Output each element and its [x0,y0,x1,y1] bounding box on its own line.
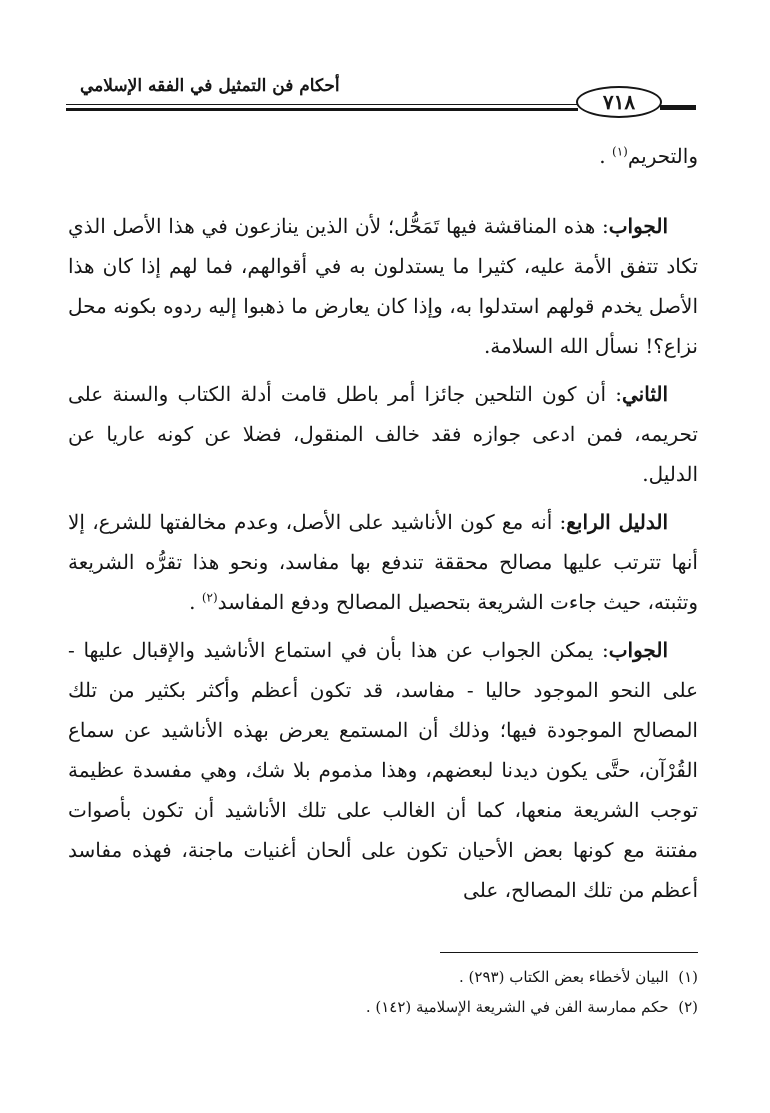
paragraph [68,502,698,622]
paragraph-tail: . [599,144,606,168]
paragraph-lead: الثاني [621,382,668,406]
footnote [68,992,698,1022]
footnote-text: حكم ممارسة الفن في الشريعة الإسلامية (١٤٢) . [365,998,669,1016]
footnote-number: (٢) [678,998,698,1016]
paragraph [68,206,698,366]
paragraph [68,136,698,176]
paragraph-lead: الدليل الرابع [566,510,669,534]
paragraph-text: : يمكن الجواب عن هذا بأن في استماع الأناشيد والإقبال عليها - على النحو الموجود حاليا - مفاسد، قد تكون أعظم وأكثر بكثير من تلك المصالح الموجودة فيها؛ وذلك أن المستمع يعرض بهذه الأناشيد عن سماع القُرْآن، حتَّى يكون ديدنا لبعضهم، وهذا مذموم بلا شك، وهي مفسدة عظيمة توجب الشريعة منعها، كما أن الغالب على تلك الأناشيد أن تكون بأصوات مفتنة مع كونها بعض الأحيان تكون على ألحان أغنيات ماجنة، فهذه مفاسد أعظم من تلك المصالح، على [68,638,698,902]
paragraph-lead: الجواب [608,214,668,238]
footnote-text: البيان لأخطاء بعض الكتاب (٢٩٣) . [459,968,669,986]
footnote-number: (١) [678,968,698,986]
paragraph [68,374,698,494]
book-title: أحكام فن التمثيل في الفقه الإسلامي [80,76,340,96]
paragraph-tail: . [189,590,196,614]
paragraph-text: والتحريم [627,144,698,168]
running-header [66,64,696,118]
paragraph-text: : أن كون التلحين جائزا أمر باطل قامت أدلة الكتاب والسنة على تحريمه، فمن ادعى جوازه فقد خالف المنقول، فضلا عن كونه عاريا عن الدليل. [68,382,698,486]
footnote-separator [440,952,698,953]
paragraph [68,630,698,910]
header-rule-thick [66,108,578,111]
paragraph-text: : هذه المناقشة فيها تَمَحُّل؛ لأن الذين ينازعون في هذا الأصل الذي تكاد تتفق الأمة عليه، كثيرا ما يستدلون به في أقوالهم، فما لهم إذا كان هذا الأصل يخدم قولهم استدلوا به، وإذا كان يعارض ما ذهبوا إليه ردوه بكونه محل نزاع؟! نسأل الله السلامة. [68,214,698,358]
footnote [68,962,698,992]
main-text [68,136,698,918]
footnote-ref: (٢) [201,590,218,605]
paragraph-lead: الجواب [608,638,668,662]
header-rule-right [660,105,696,110]
footnotes [68,962,698,1022]
page-number: ٧١٨ [576,86,662,118]
header-rule-thin [66,104,578,105]
footnote-ref: (١) [612,144,628,159]
paragraph-text: : أنه مع كون الأناشيد على الأصل، وعدم مخالفتها للشرع، إلا أنها تترتب عليها مصالح محققة تندفع بها مفاسد، ونحو هذا تقرُّه الشريعة وتثبته، حيث جاءت الشريعة بتحصيل المصالح ودفع المفاسد [68,510,698,614]
